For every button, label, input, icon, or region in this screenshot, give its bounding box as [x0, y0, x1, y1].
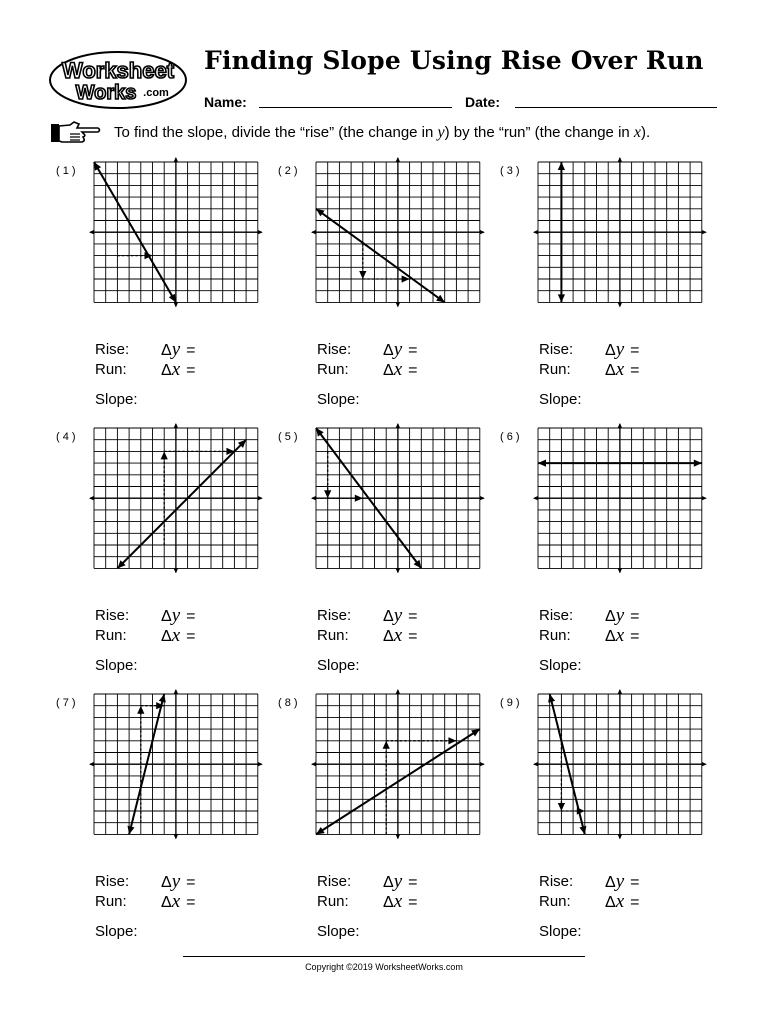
rise-guide-arrowhead: [383, 741, 390, 749]
delta-variable: y: [393, 871, 403, 892]
delta-x-expression: [161, 359, 195, 381]
axis-arrow: [258, 230, 263, 235]
axis-arrow: [174, 689, 179, 694]
delta-y-expression: [161, 871, 195, 893]
delta-x-expression: [161, 625, 195, 647]
delta-y-expression: [161, 605, 195, 627]
problem-number: ( 4 ): [56, 431, 76, 443]
slope-label: Slope:: [317, 391, 360, 408]
logo-line2: Works: [75, 82, 137, 104]
axis-arrow: [533, 496, 538, 501]
problem-5: [272, 428, 502, 678]
delta-x-expression: [383, 359, 417, 381]
equals-sign: =: [408, 608, 418, 625]
delta-y-expression: [605, 871, 639, 893]
slope-label: Slope:: [317, 657, 360, 674]
rise-guide-arrowhead: [161, 451, 168, 459]
slope-label: Slope:: [317, 923, 360, 940]
delta-variable: y: [171, 339, 181, 360]
delta-x-expression: [605, 891, 639, 913]
problem-number: ( 9 ): [500, 697, 520, 709]
axis-arrow: [533, 230, 538, 235]
delta-x-expression: [605, 625, 639, 647]
delta-symbol: Δ: [383, 342, 394, 359]
slope-label: Slope:: [95, 923, 138, 940]
coordinate-grid: [88, 156, 264, 308]
rise-label: Rise:: [95, 873, 130, 890]
delta-x-expression: [383, 891, 417, 913]
rise-guide-arrowhead: [324, 490, 331, 498]
axis-arrow: [618, 689, 623, 694]
delta-variable: y: [393, 605, 403, 626]
delta-variable: x: [615, 891, 625, 912]
run-label: Run:: [539, 361, 571, 378]
delta-symbol: Δ: [161, 342, 172, 359]
axis-arrow: [618, 302, 623, 307]
delta-variable: x: [615, 625, 625, 646]
run-label: Run:: [317, 627, 349, 644]
rise-label: Rise:: [95, 607, 130, 624]
run-label: Run:: [317, 893, 349, 910]
delta-symbol: Δ: [605, 362, 616, 379]
rise-label: Rise:: [317, 341, 352, 358]
delta-symbol: Δ: [383, 628, 394, 645]
problem-6: [494, 428, 724, 678]
delta-variable: y: [615, 871, 625, 892]
graph-line-arrowhead: [558, 162, 565, 170]
delta-variable: y: [171, 605, 181, 626]
run-guide-arrowhead: [355, 495, 363, 502]
delta-variable: x: [171, 359, 181, 380]
axis-arrow: [480, 496, 485, 501]
delta-y-expression: [383, 605, 417, 627]
delta-symbol: Δ: [383, 608, 394, 625]
axis-arrow: [174, 568, 179, 573]
graph-line-arrowhead: [694, 460, 702, 467]
coordinate-grid: [532, 422, 708, 574]
axis-arrow: [396, 689, 401, 694]
delta-y-expression: [605, 339, 639, 361]
delta-symbol: Δ: [605, 894, 616, 911]
slope-label: Slope:: [95, 657, 138, 674]
axis-arrow: [618, 157, 623, 162]
rise-label: Rise:: [539, 341, 574, 358]
axis-arrow: [311, 230, 316, 235]
date-label: Date:: [465, 94, 501, 110]
equals-sign: =: [186, 874, 196, 891]
rise-label: Rise:: [539, 873, 574, 890]
rise-guide-arrowhead: [137, 706, 144, 714]
equals-sign: =: [186, 894, 196, 911]
rise-guide-arrowhead: [558, 803, 565, 811]
coordinate-grid: [88, 422, 264, 574]
equals-sign: =: [186, 628, 196, 645]
graph-line-arrowhead: [558, 294, 565, 302]
run-label: Run:: [95, 893, 127, 910]
problem-number: ( 1 ): [56, 165, 76, 177]
axis-arrow: [618, 423, 623, 428]
problem-number: ( 2 ): [278, 165, 298, 177]
problem-number: ( 3 ): [500, 165, 520, 177]
axis-arrow: [174, 834, 179, 839]
coordinate-grid: [532, 688, 708, 840]
axis-arrow: [618, 834, 623, 839]
delta-symbol: Δ: [383, 362, 394, 379]
worksheetworks-logo: [48, 50, 188, 110]
equals-sign: =: [630, 874, 640, 891]
instruction-var-x: x: [633, 124, 642, 141]
problem-number: ( 8 ): [278, 697, 298, 709]
axis-arrow: [396, 157, 401, 162]
axis-arrow: [311, 496, 316, 501]
delta-y-expression: [383, 339, 417, 361]
delta-x-expression: [605, 359, 639, 381]
delta-variable: x: [393, 891, 403, 912]
axis-arrow: [533, 762, 538, 767]
delta-variable: x: [171, 625, 181, 646]
delta-symbol: Δ: [383, 874, 394, 891]
rise-guide-arrowhead: [359, 271, 366, 279]
date-field[interactable]: [515, 107, 717, 108]
coordinate-grid: [310, 422, 486, 574]
axis-arrow: [89, 496, 94, 501]
problem-9: [494, 694, 724, 944]
equals-sign: =: [408, 894, 418, 911]
footer-rule: [183, 956, 585, 957]
copyright: Copyright ©2019 WorksheetWorks.com: [305, 962, 463, 972]
rise-label: Rise:: [539, 607, 574, 624]
problem-2: [272, 162, 502, 412]
axis-arrow: [618, 568, 623, 573]
run-guide-arrowhead: [448, 737, 456, 744]
axis-arrow: [480, 230, 485, 235]
axis-arrow: [396, 834, 401, 839]
axis-arrow: [89, 230, 94, 235]
delta-variable: y: [393, 339, 403, 360]
problem-number: ( 6 ): [500, 431, 520, 443]
equals-sign: =: [186, 608, 196, 625]
delta-variable: x: [393, 625, 403, 646]
problem-3: [494, 162, 724, 412]
instruction-text-1: To find the slope, divide the “rise” (the change in: [114, 124, 438, 141]
instruction-var-y: y: [437, 124, 445, 141]
axis-arrow: [396, 423, 401, 428]
run-label: Run:: [95, 361, 127, 378]
name-label: Name:: [204, 94, 247, 110]
delta-symbol: Δ: [605, 608, 616, 625]
axis-arrow: [702, 230, 707, 235]
problem-7: [50, 694, 280, 944]
delta-symbol: Δ: [605, 628, 616, 645]
delta-variable: x: [615, 359, 625, 380]
logo-line1: Worksheet: [61, 58, 175, 83]
axis-arrow: [89, 762, 94, 767]
axis-arrow: [174, 302, 179, 307]
rise-label: Rise:: [95, 341, 130, 358]
equals-sign: =: [408, 874, 418, 891]
logo-suffix: .com: [143, 87, 169, 99]
equals-sign: =: [186, 362, 196, 379]
run-label: Run:: [95, 627, 127, 644]
delta-symbol: Δ: [383, 894, 394, 911]
axis-arrow: [480, 762, 485, 767]
delta-y-expression: [605, 605, 639, 627]
equals-sign: =: [630, 894, 640, 911]
problem-8: [272, 694, 502, 944]
rise-label: Rise:: [317, 873, 352, 890]
delta-symbol: Δ: [161, 628, 172, 645]
equals-sign: =: [630, 342, 640, 359]
slope-label: Slope:: [539, 657, 582, 674]
equals-sign: =: [408, 342, 418, 359]
coordinate-grid: [88, 688, 264, 840]
graph-line-arrowhead: [538, 460, 546, 467]
delta-symbol: Δ: [161, 608, 172, 625]
axis-arrow: [258, 762, 263, 767]
run-label: Run:: [317, 361, 349, 378]
coordinate-grid: [310, 156, 486, 308]
slope-label: Slope:: [95, 391, 138, 408]
run-label: Run:: [539, 893, 571, 910]
delta-symbol: Δ: [161, 894, 172, 911]
axis-arrow: [258, 496, 263, 501]
problem-4: [50, 428, 280, 678]
instructions: [114, 124, 650, 142]
delta-x-expression: [161, 891, 195, 913]
axis-arrow: [396, 568, 401, 573]
delta-variable: y: [615, 605, 625, 626]
graph-line: [117, 440, 246, 569]
delta-variable: y: [171, 871, 181, 892]
coordinate-grid: [532, 156, 708, 308]
delta-x-expression: [383, 625, 417, 647]
delta-symbol: Δ: [605, 874, 616, 891]
equals-sign: =: [630, 628, 640, 645]
rise-label: Rise:: [317, 607, 352, 624]
page-title: Finding Slope Using Rise Over Run: [204, 46, 704, 75]
axis-arrow: [702, 762, 707, 767]
axis-arrow: [396, 302, 401, 307]
instruction-text-2: ) by the “run” (the change in: [444, 124, 634, 141]
problem-number: ( 7 ): [56, 697, 76, 709]
run-label: Run:: [539, 627, 571, 644]
equals-sign: =: [186, 342, 196, 359]
pointing-hand-icon: [50, 121, 102, 145]
axis-arrow: [174, 423, 179, 428]
coordinate-grid: [310, 688, 486, 840]
delta-variable: x: [393, 359, 403, 380]
delta-symbol: Δ: [161, 874, 172, 891]
equals-sign: =: [630, 608, 640, 625]
delta-symbol: Δ: [605, 342, 616, 359]
axis-arrow: [311, 762, 316, 767]
equals-sign: =: [408, 362, 418, 379]
slope-label: Slope:: [539, 923, 582, 940]
problem-1: [50, 162, 280, 412]
problem-number: ( 5 ): [278, 431, 298, 443]
equals-sign: =: [408, 628, 418, 645]
delta-variable: x: [171, 891, 181, 912]
delta-variable: y: [615, 339, 625, 360]
delta-y-expression: [161, 339, 195, 361]
delta-symbol: Δ: [161, 362, 172, 379]
delta-y-expression: [383, 871, 417, 893]
instruction-text-3: ).: [641, 124, 651, 141]
name-field[interactable]: [259, 107, 452, 108]
axis-arrow: [702, 496, 707, 501]
axis-arrow: [174, 157, 179, 162]
slope-label: Slope:: [539, 391, 582, 408]
equals-sign: =: [630, 362, 640, 379]
